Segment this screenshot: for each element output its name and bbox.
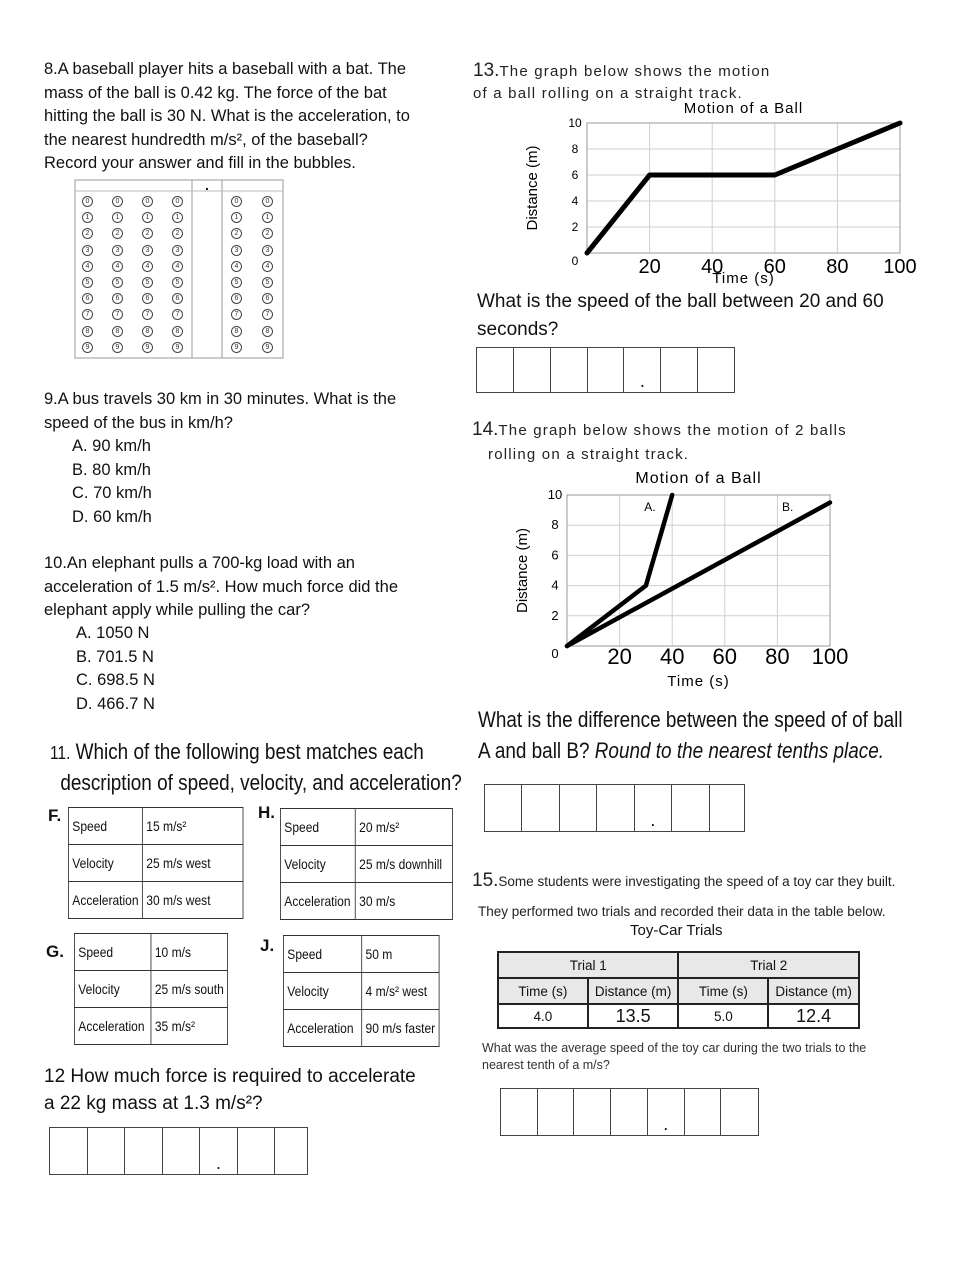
x-tick-label: 20 [607, 644, 632, 669]
q10-line: 10.An elephant pulls a 700-kg load with an [44, 554, 355, 572]
option-f-speed: 15 m/s² [142, 808, 243, 845]
option-g-velocity: 25 m/s south [151, 971, 228, 1008]
question-8-text [44, 58, 464, 176]
answer-bubble[interactable]: 7 [82, 309, 93, 320]
x-axis-label: Time (s) [712, 270, 775, 287]
choice-b[interactable]: B. 80 km/h [72, 460, 151, 479]
x-tick-label: 100 [883, 256, 917, 278]
answer-box[interactable] [710, 785, 744, 831]
q12-line1: 12 How much force is required to accelerate [44, 1066, 416, 1087]
y-axis-label: Distance (m) [514, 527, 531, 614]
choice-a[interactable]: A. 1050 N [76, 624, 150, 642]
speed-label: Speed [280, 809, 355, 846]
x-axis-label: Time (s) [667, 673, 730, 690]
question-9-choices [72, 435, 152, 529]
answer-bubble[interactable]: 8 [172, 326, 183, 337]
question-15-text [472, 866, 895, 927]
q14-question-line2b: Round to the nearest tenths place. [594, 738, 885, 763]
choice-a[interactable]: A. 90 km/h [72, 437, 151, 455]
q14-line1: The graph below shows the motion of 2 balls [498, 422, 847, 439]
answer-bubble[interactable]: 8 [231, 326, 242, 337]
velocity-label: Velocity [283, 973, 361, 1010]
answer-bubble[interactable]: 8 [262, 326, 273, 337]
x-tick-label: 40 [701, 256, 724, 278]
answer-bubble[interactable]: 4 [231, 261, 242, 272]
velocity-label: Velocity [74, 971, 151, 1008]
y-tick-label: 6 [571, 168, 579, 182]
question-14-prompt [478, 704, 903, 766]
answer-bubble[interactable]: 2 [231, 228, 242, 239]
answer-box[interactable] [597, 785, 634, 831]
question-10-text [44, 552, 464, 623]
answer-box[interactable] [685, 1089, 722, 1135]
bubble-answer-grid [74, 179, 284, 359]
question-11-text [50, 737, 462, 797]
answer-box[interactable] [574, 1089, 611, 1135]
answer-bubble[interactable]: 5 [112, 277, 123, 288]
answer-box[interactable] [551, 348, 588, 392]
option-f-acceleration: 30 m/s west [142, 882, 243, 919]
speed-label: Speed [68, 808, 142, 845]
y-tick-label: 10 [568, 116, 582, 130]
answer-bubble[interactable]: 6 [262, 293, 273, 304]
answer-bubble[interactable]: 0 [231, 196, 242, 207]
answer-box[interactable] [560, 785, 597, 831]
choice-d[interactable]: D. 60 km/h [72, 507, 152, 526]
y-tick-label: 8 [551, 517, 559, 533]
trial2-header: Trial 2 [678, 952, 859, 978]
q13-question-line1: What is the speed of the ball between 20 and 60 [477, 291, 884, 312]
answer-bubble[interactable]: 5 [231, 277, 242, 288]
answer-bubble[interactable]: 2 [142, 228, 153, 239]
option-f-velocity: 25 m/s west [142, 845, 243, 882]
option-g-table[interactable] [74, 933, 228, 1045]
answer-box[interactable] [163, 1128, 201, 1174]
trial1-header: Trial 1 [498, 952, 678, 978]
y-axis-label: Distance (m) [524, 145, 541, 231]
answer-bubble[interactable]: 6 [142, 293, 153, 304]
trial1-distance: 13.5 [588, 1004, 679, 1028]
answer-bubble[interactable]: 2 [172, 228, 183, 239]
q12-answer-grid[interactable] [49, 1127, 308, 1175]
answer-box[interactable] [238, 1128, 276, 1174]
question-13-prompt [477, 288, 884, 344]
q13-number: 13. [473, 60, 500, 81]
choice-b[interactable]: B. 701.5 N [76, 647, 154, 666]
option-h-label: H. [258, 803, 275, 822]
answer-bubble[interactable]: 2 [262, 228, 273, 239]
y-tick-label: 0 [551, 646, 559, 661]
answer-bubble[interactable]: 9 [142, 342, 153, 353]
x-tick-label: 60 [763, 256, 786, 278]
answer-bubble[interactable]: 4 [142, 261, 153, 272]
answer-box[interactable] [588, 348, 625, 392]
answer-bubble[interactable]: 6 [231, 293, 242, 304]
y-tick-label: 0 [571, 254, 579, 268]
q13-line2: of a ball rolling on a straight track. [473, 85, 743, 102]
q15-line1: Some students were investigating the speed of a toy car they built. [498, 874, 896, 889]
chart-13 [515, 95, 925, 290]
speed-label: Speed [74, 934, 151, 971]
answer-bubble[interactable]: 1 [262, 212, 273, 223]
q9-line: speed of the bus in km/h? [44, 413, 233, 432]
answer-box[interactable] [721, 1089, 758, 1135]
q15-table-title: Toy-Car Trials [630, 922, 723, 939]
q8-line: Record your answer and fill in the bubbles. [44, 154, 356, 172]
q13-answer-grid[interactable] [476, 347, 735, 393]
distance-header: Distance (m) [768, 978, 859, 1004]
answer-bubble[interactable]: 3 [262, 245, 273, 256]
answer-box[interactable] [661, 348, 698, 392]
chart-14 [505, 463, 925, 695]
q9-line: 9.A bus travels 30 km in 30 minutes. What is the [44, 390, 397, 408]
question-15-prompt [482, 1040, 866, 1074]
answer-box[interactable] [522, 785, 559, 831]
option-j-acceleration: 90 m/s faster [362, 1010, 439, 1047]
answer-bubble[interactable]: 9 [172, 342, 183, 353]
series-line-1 [587, 123, 900, 253]
time-header: Time (s) [498, 978, 588, 1004]
answer-box[interactable] [501, 1089, 538, 1135]
x-tick-label: 20 [638, 256, 661, 278]
choice-c[interactable]: C. 698.5 N [76, 671, 155, 689]
trial2-time: 5.0 [678, 1004, 768, 1028]
decimal-box: . [624, 348, 661, 392]
option-h-velocity: 25 m/s downhill [355, 846, 452, 883]
q14-number: 14. [472, 419, 499, 440]
question-9-text [44, 388, 464, 435]
q8-line: mass of the ball is 0.42 kg. The force of the bat [44, 83, 387, 102]
answer-bubble[interactable]: 9 [112, 342, 123, 353]
answer-box[interactable] [477, 348, 514, 392]
y-tick-label: 6 [551, 547, 559, 563]
option-f-label: F. [48, 806, 62, 825]
velocity-label: Velocity [280, 846, 355, 883]
answer-bubble[interactable]: 7 [231, 309, 242, 320]
answer-bubble[interactable]: 0 [142, 196, 153, 207]
question-12-text [44, 1063, 416, 1117]
answer-bubble[interactable]: 2 [112, 228, 123, 239]
answer-box[interactable] [88, 1128, 126, 1174]
option-g-speed: 10 m/s [151, 934, 228, 971]
q11-number: 11. [50, 743, 71, 763]
option-j-speed: 50 m [362, 936, 439, 973]
answer-bubble[interactable]: 4 [172, 261, 183, 272]
y-tick-label: 4 [571, 194, 579, 208]
y-tick-label: 8 [571, 142, 579, 156]
answer-bubble[interactable]: 8 [82, 326, 93, 337]
answer-bubble[interactable]: 5 [82, 277, 93, 288]
answer-bubble[interactable]: 6 [172, 293, 183, 304]
answer-bubble[interactable]: 9 [231, 342, 242, 353]
answer-box[interactable] [698, 348, 734, 392]
answer-bubble[interactable]: 0 [262, 196, 273, 207]
x-tick-label: 100 [811, 644, 849, 669]
decimal-box: . [648, 1089, 685, 1135]
answer-box[interactable] [485, 785, 522, 831]
decimal-point: . [205, 177, 209, 193]
x-tick-label: 80 [765, 644, 790, 669]
option-g-label: G. [46, 942, 64, 961]
q15-question-line1: What was the average speed of the toy car during the two trials to the [482, 1041, 867, 1055]
answer-bubble[interactable]: 7 [262, 309, 273, 320]
q15-number: 15. [472, 870, 499, 891]
q15-answer-grid[interactable] [500, 1088, 759, 1136]
option-j-velocity: 4 m/s² west [362, 973, 439, 1010]
q13-question-line2: seconds? [477, 319, 559, 340]
y-tick-label: 4 [551, 577, 559, 593]
velocity-label: Velocity [68, 845, 142, 882]
answer-bubble[interactable]: 7 [112, 309, 123, 320]
answer-bubble[interactable]: 1 [142, 212, 153, 223]
q12-line2: a 22 kg mass at 1.3 m/s²? [44, 1093, 263, 1114]
answer-bubble[interactable]: 3 [82, 245, 93, 256]
answer-bubble[interactable]: 8 [112, 326, 123, 337]
y-tick-label: 10 [547, 487, 563, 502]
answer-bubble[interactable]: 0 [172, 196, 183, 207]
answer-bubble[interactable]: 0 [112, 196, 123, 207]
question-10-choices [76, 622, 155, 716]
answer-box[interactable] [514, 348, 551, 392]
decimal-box: . [635, 785, 672, 831]
trial1-time: 4.0 [498, 1004, 588, 1028]
distance-header: Distance (m) [588, 978, 679, 1004]
answer-bubble[interactable]: 3 [112, 245, 123, 256]
answer-bubble[interactable]: 7 [172, 309, 183, 320]
answer-bubble[interactable]: 2 [82, 228, 93, 239]
q10-line: acceleration of 1.5 m/s². How much force did the [44, 577, 398, 596]
answer-bubble[interactable]: 4 [262, 261, 273, 272]
acceleration-label: Acceleration [283, 1010, 361, 1047]
series-label: B. [782, 500, 794, 514]
x-tick-label: 60 [712, 644, 738, 669]
answer-bubble[interactable]: 1 [112, 212, 123, 223]
answer-bubble[interactable]: 9 [82, 342, 93, 353]
answer-bubble[interactable]: 3 [172, 245, 183, 256]
time-header: Time (s) [678, 978, 768, 1004]
answer-bubble[interactable]: 1 [172, 212, 183, 223]
answer-bubble[interactable]: 5 [142, 277, 153, 288]
decimal-box: . [200, 1128, 238, 1174]
acceleration-label: Acceleration [74, 1008, 151, 1045]
acceleration-label: Acceleration [280, 883, 355, 920]
option-h-acceleration: 30 m/s [355, 883, 452, 920]
q10-line: elephant apply while pulling the car? [44, 601, 311, 619]
q15-line2: They performed two trials and recorded their data in the table below. [478, 904, 886, 919]
option-j-label: J. [260, 936, 275, 955]
q8-line: 8.A baseball player hits a baseball with a bat. The [44, 60, 407, 78]
answer-bubble[interactable]: 1 [82, 212, 93, 223]
q14-line2: rolling on a straight track. [488, 446, 690, 463]
answer-bubble[interactable]: 7 [142, 309, 153, 320]
x-tick-label: 80 [826, 256, 849, 278]
trial2-distance: 12.4 [768, 1004, 859, 1028]
answer-box[interactable] [611, 1089, 648, 1135]
answer-bubble[interactable]: 4 [82, 261, 93, 272]
chart-title: Motion of a Ball [635, 470, 762, 487]
answer-box[interactable] [672, 785, 709, 831]
q8-line: the nearest hundredth m/s², of the baseball? [44, 130, 368, 149]
q11-line2: description of speed, velocity, and acceleration? [60, 770, 462, 795]
option-j-table[interactable] [283, 935, 439, 1047]
answer-box[interactable] [538, 1089, 575, 1135]
choice-d[interactable]: D. 466.7 N [76, 694, 155, 713]
answer-bubble[interactable]: 5 [172, 277, 183, 288]
y-tick-label: 2 [571, 220, 579, 234]
answer-bubble[interactable]: 3 [231, 245, 242, 256]
answer-box[interactable] [125, 1128, 163, 1174]
toy-car-trials-table [497, 951, 860, 1029]
chart-title: Motion of a Ball [683, 100, 804, 117]
q14-question-line2a: A and ball B? [478, 738, 595, 763]
answer-box[interactable] [50, 1128, 88, 1174]
option-g-acceleration: 35 m/s² [151, 1008, 228, 1045]
q14-answer-grid[interactable] [484, 784, 745, 832]
question-14-text [472, 418, 847, 467]
q11-line1: Which of the following best matches each [75, 739, 424, 764]
y-tick-label: 2 [551, 607, 559, 623]
answer-bubble[interactable]: 6 [112, 293, 123, 304]
q13-line1: The graph below shows the motion [499, 63, 771, 80]
answer-bubble[interactable]: 1 [231, 212, 242, 223]
answer-bubble[interactable]: 5 [262, 277, 273, 288]
answer-box[interactable] [275, 1128, 307, 1174]
option-h-speed: 20 m/s² [355, 809, 452, 846]
answer-bubble[interactable]: 0 [82, 196, 93, 207]
option-f-table[interactable] [68, 807, 243, 919]
acceleration-label: Acceleration [68, 882, 142, 919]
series-line-2 [567, 503, 830, 646]
q15-question-line2: nearest tenth of a m/s? [482, 1058, 610, 1072]
x-tick-label: 40 [659, 644, 685, 669]
answer-bubble[interactable]: 6 [82, 293, 93, 304]
series-label: A. [644, 500, 656, 514]
q8-line: hitting the ball is 30 N. What is the acceleration, to [44, 107, 410, 125]
answer-bubble[interactable]: 9 [262, 342, 273, 353]
choice-c[interactable]: C. 70 km/h [72, 484, 152, 502]
option-h-table[interactable] [280, 808, 453, 920]
answer-bubble[interactable]: 8 [142, 326, 153, 337]
answer-bubble[interactable]: 4 [112, 261, 123, 272]
speed-label: Speed [283, 936, 361, 973]
answer-bubble[interactable]: 3 [142, 245, 153, 256]
q14-question-line1: What is the difference between the speed of of ball [478, 707, 903, 732]
